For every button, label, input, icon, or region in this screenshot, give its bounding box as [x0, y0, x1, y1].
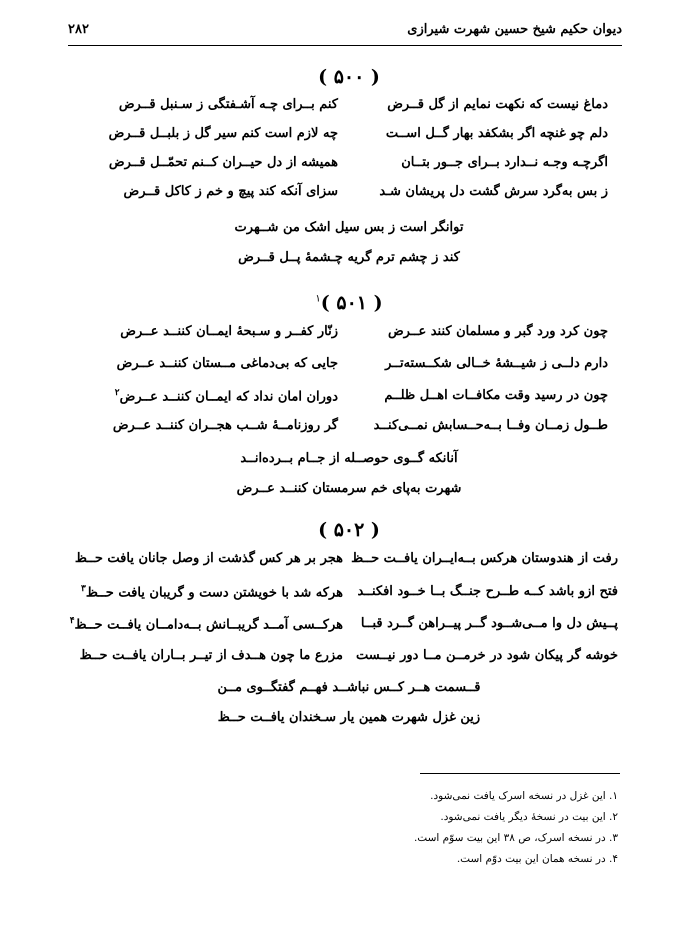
header-rule	[68, 45, 622, 46]
closing-verse: توانگر است ز بس سیل اشک من شــهرت	[234, 220, 464, 235]
closing-verse: زین غزل شهرت همین یار سـخندان یافــت حــظ	[217, 710, 481, 725]
poem-number: ( ۵۰۲ )	[318, 519, 380, 541]
verse-right: دارم دلــی ز شیــشهٔ خــالی شکــسته‌تــر	[385, 356, 608, 371]
closing-verse: قــسمت هــر کــس نباشــد فهــم گفتگــوی مــن	[217, 680, 481, 695]
verse-left: سزای آنکه کند پیچ و خم ز کاکل قــرض	[123, 184, 338, 199]
footnote: ۲. این بیت در نسخهٔ دیگر یافت نمی‌شود.	[440, 811, 618, 823]
verse-left: هرکــسی آمــد گریبــانش بــه‌دامــان یافــت حــظ$^۴$	[69, 616, 343, 633]
verse-left: کنم بــرای چـه آشـفتگی ز سـنبل قــرض	[118, 97, 338, 112]
verse-right: ز بس به‌گرد سرش گشت دل پریشان شـد	[379, 184, 608, 199]
verse-left: چه لازم است کنم سیر گل ز بلبــل قــرض	[108, 126, 338, 141]
page-header	[68, 18, 622, 48]
verse-right: چون کرد ورد گبر و مسلمان کنند عــرض	[387, 324, 608, 339]
verse-right: اگرچـه وجـه نــدارد بــرای جــور بتــان	[401, 155, 608, 170]
verse-left: مزرع ما چون هــدف از تیــر بــاران یافــت حــظ	[79, 648, 343, 663]
footnote: ۳. در نسخه اسرک، ص ۳۸ این بیت سوّم است.	[413, 832, 618, 844]
closing-verse: شهرت به‌پای خم سرمستان کننــد عــرض	[236, 481, 462, 496]
closing-verse: آنانکه گــوی حوصــله از جــام بــرده‌انــد	[240, 451, 458, 466]
verse-right: رفت از هندوستان هرکس بــه‌ایــران یافــت حــظ	[351, 551, 618, 566]
verse-left: زنّار کفــر و سـبحهٔ ایمــان کننــد عــرض	[120, 324, 338, 339]
verse-left: جایی که بی‌دماغی مــستان کننــد عــرض	[116, 356, 338, 371]
footnote-mark: ۱	[315, 293, 321, 305]
verse-left: همیشه از دل حیــران کــنم تحمّــل قــرض	[108, 155, 338, 170]
footnote-rule	[420, 773, 620, 774]
book-title: دیوان حکیم شیخ حسین شهرت شیرازی	[407, 22, 622, 37]
footnote: ۴. در نسخه همان این بیت دوّم است.	[456, 853, 618, 865]
page-number: ۲۸۲	[68, 22, 89, 37]
verse-left: هرکه شد با خویشتن دست و گریبان یافت حــظ$^۳$	[80, 584, 343, 601]
closing-verse: کند ز چشم ترم گریه چـشمهٔ پــل قــرض	[238, 250, 460, 265]
verse-right: چون در رسید وقت مکافــات اهــل ظلــم	[384, 388, 608, 403]
footnote-mark: ۴	[69, 616, 75, 626]
verse-right: دلم چو غنچه اگر بشکفد بهار گــل اســت	[385, 126, 608, 141]
poem-number: ( ۵۰۱ )$^۱$	[315, 292, 383, 314]
verse-right: پــیش دل وا مــی‌شــود گــر پیــراهن گــرد قبــا	[360, 616, 618, 631]
poem-number: ( ۵۰۰ )	[318, 66, 380, 88]
verse-right: فتح ازو باشد کــه طــرح جنــگ بــا خــود افکنــد	[357, 584, 618, 599]
verse-left: هجر بر هر کس گذشت از وصل جانان یافت حــظ	[74, 551, 343, 566]
verse-right: خوشه گر پیکان شود در خرمــن مــا دور نیــست	[356, 648, 618, 663]
footnote-mark: ۲	[114, 388, 120, 398]
verse-left: گر روزنامــهٔ شــب هجــران کننــد عــرض	[112, 418, 338, 433]
verse-right: دماغ نیست که نکهت نمایم از گل قــرض	[387, 97, 608, 112]
footnote-mark: ۳	[80, 584, 86, 594]
verse-right: طــول زمــان وفــا بــه‌حــسابش نمــی‌کنــد	[373, 418, 608, 433]
footnote: ۱. این غزل در نسخه اسرک یافت نمی‌شود.	[430, 790, 618, 802]
verse-left: دوران امان نداد که ایمــان کننــد عــرض$^۲$	[114, 388, 338, 405]
